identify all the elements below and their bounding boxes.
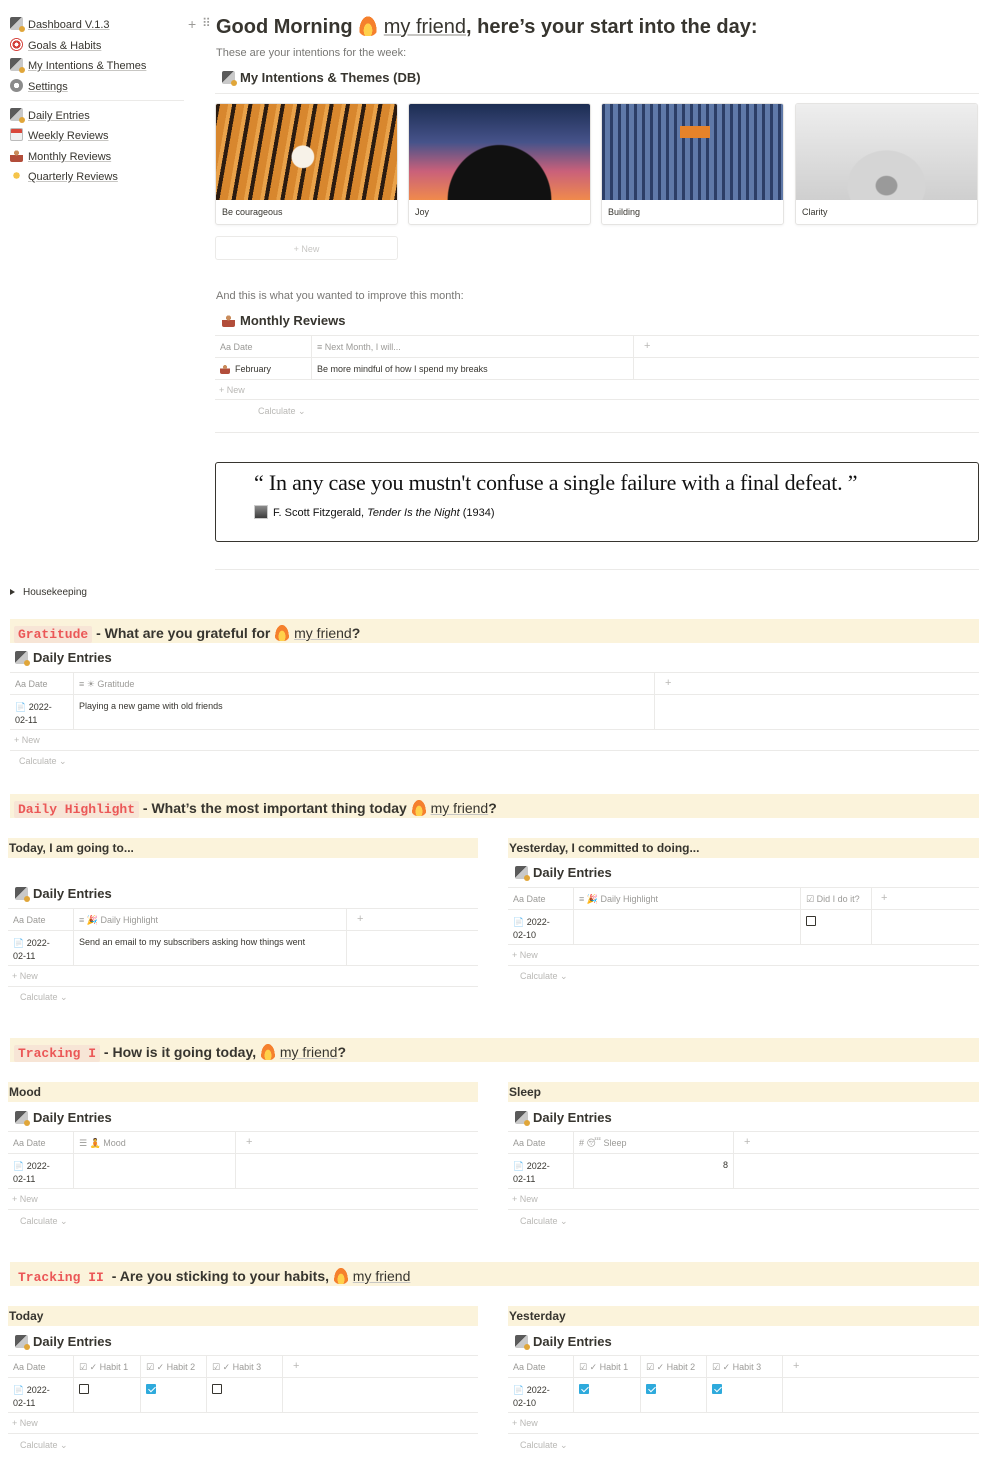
column-highlight[interactable]: ≡ 🎉 Daily Highlight	[74, 909, 347, 930]
date-cell[interactable]: 📄 2022- 02-10	[508, 1378, 574, 1412]
fire-icon	[358, 14, 378, 36]
date-cell[interactable]: 📄 2022- 02-11	[10, 695, 74, 729]
database-icon	[515, 1335, 528, 1348]
intention-card[interactable]	[215, 103, 398, 225]
tracking2-banner: Tracking II - Are you sticking to your habits, my friend	[10, 1262, 979, 1286]
checkbox[interactable]	[79, 1384, 89, 1394]
database-icon	[515, 1111, 528, 1124]
add-column-icon[interactable]: +	[665, 677, 672, 689]
new-row-button[interactable]: + New	[12, 971, 38, 981]
divider	[215, 93, 979, 94]
sleep-db-title[interactable]: Daily Entries	[515, 1110, 612, 1125]
friend-link[interactable]: my friend	[279, 1044, 338, 1060]
calculate-button[interactable]: Calculate ⌄	[20, 1216, 68, 1226]
date-cell[interactable]: 📄 2022- 02-11	[508, 1154, 574, 1188]
mood-heading: Mood	[8, 1082, 478, 1102]
drag-handle-icon[interactable]: ⠿	[202, 16, 211, 30]
fire-icon	[274, 623, 290, 641]
column-highlight[interactable]: ≡ 🎉 Daily Highlight	[574, 888, 801, 909]
date-cell[interactable]: 📄 2022- 02-10	[508, 910, 574, 944]
habits-today-table	[8, 1355, 478, 1455]
database-icon	[515, 866, 528, 879]
gratitude-db-title[interactable]: Daily Entries	[15, 650, 112, 665]
water-drop-image	[796, 104, 977, 200]
date-cell[interactable]: 📄 2022- 02-11	[8, 1154, 74, 1188]
new-row-button[interactable]: + New	[12, 1418, 38, 1428]
highlight-yesterday-table	[508, 887, 979, 987]
database-icon	[10, 17, 23, 30]
highlight-banner: Daily Highlight - What’s the most important thing today my friend?	[10, 794, 979, 818]
new-row-button[interactable]: + New	[14, 735, 40, 745]
checkbox-checked[interactable]	[712, 1384, 722, 1394]
habit-2-cell[interactable]	[641, 1378, 707, 1412]
divider	[215, 569, 979, 570]
sidebar-item-dashboard[interactable]: Dashboard V.1.3	[10, 17, 110, 31]
mood-cell[interactable]	[74, 1154, 236, 1188]
card-label: Be courageous	[222, 207, 283, 217]
sparkle-icon	[10, 169, 23, 182]
mood-table	[8, 1131, 478, 1231]
sleep-table	[508, 1131, 979, 1231]
tracking2-tag: Tracking II	[18, 1270, 104, 1285]
card-label: Joy	[415, 207, 430, 217]
author-avatar	[254, 505, 268, 519]
fire-icon	[333, 1266, 349, 1284]
jumping-person-image	[409, 104, 590, 200]
column-habit-3[interactable]: ☑ ✓ Habit 3	[707, 1356, 783, 1377]
friend-link[interactable]: my friend	[430, 800, 489, 816]
column-habit-1[interactable]: ☑ ✓ Habit 1	[574, 1356, 641, 1377]
column-date[interactable]: Aa Date	[8, 1356, 74, 1377]
gratitude-tag: Gratitude	[14, 626, 92, 643]
checkbox[interactable]	[806, 916, 816, 926]
quote-block	[215, 462, 979, 542]
person-icon	[220, 364, 230, 374]
monthly-subtitle: And this is what you wanted to improve this month:	[216, 290, 464, 302]
calculate-button[interactable]: Calculate ⌄	[520, 1440, 568, 1450]
quote-text: “ In any case you mustn't confuse a single failure with a final defeat. ”	[254, 470, 858, 495]
habit-2-cell[interactable]	[141, 1378, 207, 1412]
new-row-button[interactable]: + New	[219, 385, 245, 395]
intentions-subtitle: These are your intentions for the week:	[216, 47, 407, 59]
calculate-button[interactable]: Calculate ⌄	[20, 1440, 68, 1450]
habit-3-cell[interactable]	[707, 1378, 783, 1412]
intention-card[interactable]	[601, 103, 784, 225]
calculate-button[interactable]: Calculate ⌄	[520, 1216, 568, 1226]
table-row[interactable]	[8, 1154, 478, 1189]
date-cell[interactable]: 📄 2022- 02-11	[8, 1378, 74, 1412]
intentions-db-title[interactable]: My Intentions & Themes (DB)	[222, 70, 421, 85]
housekeeping-toggle[interactable]: Housekeeping	[10, 587, 87, 598]
column-sleep[interactable]: # 😴 Sleep	[574, 1132, 734, 1153]
tracking1-banner: Tracking I - How is it going today, my friend?	[10, 1038, 979, 1062]
table-row[interactable]	[215, 358, 979, 380]
new-row-button[interactable]: + New	[512, 1418, 538, 1428]
table-row[interactable]	[508, 1154, 979, 1189]
table-header	[8, 1132, 478, 1154]
database-icon	[15, 1335, 28, 1348]
text-cell[interactable]: Playing a new game with old friends	[74, 695, 655, 729]
add-column-icon[interactable]: +	[357, 913, 364, 925]
column-next-month[interactable]: ≡ Next Month, I will...	[312, 336, 634, 357]
new-row-button[interactable]: + New	[512, 950, 538, 960]
habits-yesterday-heading: Yesterday	[508, 1306, 979, 1326]
sidebar-item-daily-entries[interactable]: Daily Entries	[10, 108, 90, 122]
add-column-icon[interactable]: +	[793, 1360, 800, 1372]
table-header	[8, 909, 478, 931]
page-title: Good Morning my friend, here’s your start into the day:	[216, 16, 758, 38]
table-header	[10, 673, 979, 695]
yesterday-heading: Yesterday, I committed to doing...	[508, 838, 979, 858]
checkbox-checked[interactable]	[646, 1384, 656, 1394]
card-label: Clarity	[802, 207, 828, 217]
quote-author: F. Scott Fitzgerald, Tender Is the Night (1934)	[254, 505, 495, 519]
habits-today-db-title[interactable]: Daily Entries	[15, 1334, 112, 1349]
sidebar-item-intentions[interactable]: My Intentions & Themes	[10, 58, 146, 72]
column-date[interactable]: Aa Date	[508, 888, 574, 909]
monthly-table	[215, 335, 979, 435]
sidebar-item-settings[interactable]: Settings	[10, 79, 68, 93]
calculate-button[interactable]: Calculate ⌄	[520, 971, 568, 981]
person-icon	[10, 149, 23, 162]
card-label: Building	[608, 207, 641, 217]
column-habit-1[interactable]: ☑ ✓ Habit 1	[74, 1356, 141, 1377]
target-icon	[10, 38, 23, 51]
table-header	[508, 1132, 979, 1154]
friend-link[interactable]: my friend	[352, 1268, 411, 1284]
add-column-icon[interactable]: +	[644, 340, 651, 352]
tiger-image	[216, 104, 397, 200]
column-mood[interactable]: ☰ 🧘 Mood	[74, 1132, 236, 1153]
database-icon	[10, 108, 23, 121]
calendar-icon	[10, 128, 23, 141]
calculate-button[interactable]: Calculate ⌄	[258, 406, 306, 416]
column-did-i-do-it[interactable]: ☑ Did I do it?	[801, 888, 872, 909]
fire-icon	[260, 1042, 276, 1060]
checkbox-checked[interactable]	[146, 1384, 156, 1394]
table-row[interactable]	[8, 931, 478, 966]
intention-card[interactable]	[408, 103, 591, 225]
sidebar-divider	[10, 100, 184, 101]
table-header	[8, 1356, 478, 1378]
column-date[interactable]: Aa Date	[10, 673, 74, 694]
column-date[interactable]: Aa Date	[8, 1132, 74, 1153]
today-db-title[interactable]: Daily Entries	[15, 886, 112, 901]
gratitude-banner: Gratitude - What are you grateful for my friend?	[10, 619, 979, 643]
add-column-icon[interactable]: +	[744, 1136, 751, 1148]
column-date[interactable]: Aa Date	[508, 1132, 574, 1153]
column-habit-2[interactable]: ☑ ✓ Habit 2	[141, 1356, 207, 1377]
database-icon	[15, 651, 28, 664]
friend-link[interactable]: my friend	[294, 625, 352, 641]
yesterday-db-title[interactable]: Daily Entries	[515, 865, 612, 880]
lego-image	[602, 104, 783, 200]
gratitude-table	[10, 672, 979, 772]
table-row[interactable]	[508, 1378, 979, 1413]
habits-yesterday-db-title[interactable]: Daily Entries	[515, 1334, 612, 1349]
table-row[interactable]	[10, 695, 979, 730]
column-date[interactable]: Aa Date	[215, 336, 312, 357]
table-row[interactable]	[8, 1378, 478, 1413]
mood-db-title[interactable]: Daily Entries	[15, 1110, 112, 1125]
add-block-icon[interactable]: +	[188, 16, 197, 32]
text-cell[interactable]	[574, 910, 801, 944]
database-icon	[222, 71, 235, 84]
new-row-button[interactable]: + New	[512, 1194, 538, 1204]
new-row-button[interactable]: + New	[12, 1194, 38, 1204]
person-icon	[222, 314, 235, 327]
habit-3-cell[interactable]	[207, 1378, 283, 1412]
fire-icon	[411, 798, 427, 816]
habit-1-cell[interactable]	[574, 1378, 641, 1412]
new-card-button[interactable]: + New	[215, 236, 398, 260]
column-date[interactable]: Aa Date	[508, 1356, 574, 1377]
checkbox-checked[interactable]	[579, 1384, 589, 1394]
date-cell[interactable]: 📄 2022- 02-11	[8, 931, 74, 965]
add-column-icon[interactable]: +	[246, 1136, 253, 1148]
habits-today-heading: Today	[8, 1306, 478, 1326]
sidebar-item-weekly-reviews[interactable]: Weekly Reviews	[10, 128, 109, 142]
habit-1-cell[interactable]	[74, 1378, 141, 1412]
database-icon	[10, 58, 23, 71]
tracking1-tag: Tracking I	[14, 1045, 100, 1062]
did-it-checkbox-cell[interactable]	[801, 910, 872, 944]
date-cell[interactable]: February	[215, 358, 312, 379]
sidebar-item-goals-habits[interactable]: Goals & Habits	[10, 38, 101, 52]
add-column-icon[interactable]: +	[881, 892, 888, 904]
sleep-cell[interactable]: 8	[574, 1154, 734, 1188]
sidebar-item-monthly-reviews[interactable]: Monthly Reviews	[10, 149, 111, 163]
highlight-today-table	[8, 908, 478, 1008]
calculate-button[interactable]: Calculate ⌄	[19, 756, 67, 766]
sleep-heading: Sleep	[508, 1082, 979, 1102]
text-cell[interactable]: Be more mindful of how I spend my breaks	[312, 358, 634, 379]
database-icon	[15, 1111, 28, 1124]
calculate-button[interactable]: Calculate ⌄	[20, 992, 68, 1002]
column-habit-2[interactable]: ☑ ✓ Habit 2	[641, 1356, 707, 1377]
database-icon	[15, 887, 28, 900]
checkbox[interactable]	[212, 1384, 222, 1394]
today-heading: Today, I am going to...	[8, 838, 478, 858]
add-column-icon[interactable]: +	[293, 1360, 300, 1372]
gear-icon	[10, 79, 23, 92]
highlight-tag: Daily Highlight	[14, 801, 139, 818]
column-gratitude[interactable]: ≡ ☀ Gratitude	[74, 673, 655, 694]
table-header	[508, 1356, 979, 1378]
table-header	[508, 888, 979, 910]
column-date[interactable]: Aa Date	[8, 909, 74, 930]
table-row[interactable]	[508, 910, 979, 945]
column-habit-3[interactable]: ☑ ✓ Habit 3	[207, 1356, 283, 1377]
intention-card[interactable]	[795, 103, 978, 225]
monthly-db-title[interactable]: Monthly Reviews	[222, 313, 345, 328]
sidebar-item-quarterly-reviews[interactable]: Quarterly Reviews	[10, 169, 118, 183]
table-header	[215, 336, 979, 358]
habits-yesterday-table	[508, 1355, 979, 1455]
friend-link[interactable]: my friend	[383, 16, 467, 38]
text-cell[interactable]: Send an email to my subscribers asking how things went	[74, 931, 347, 965]
triangle-right-icon	[10, 589, 15, 595]
